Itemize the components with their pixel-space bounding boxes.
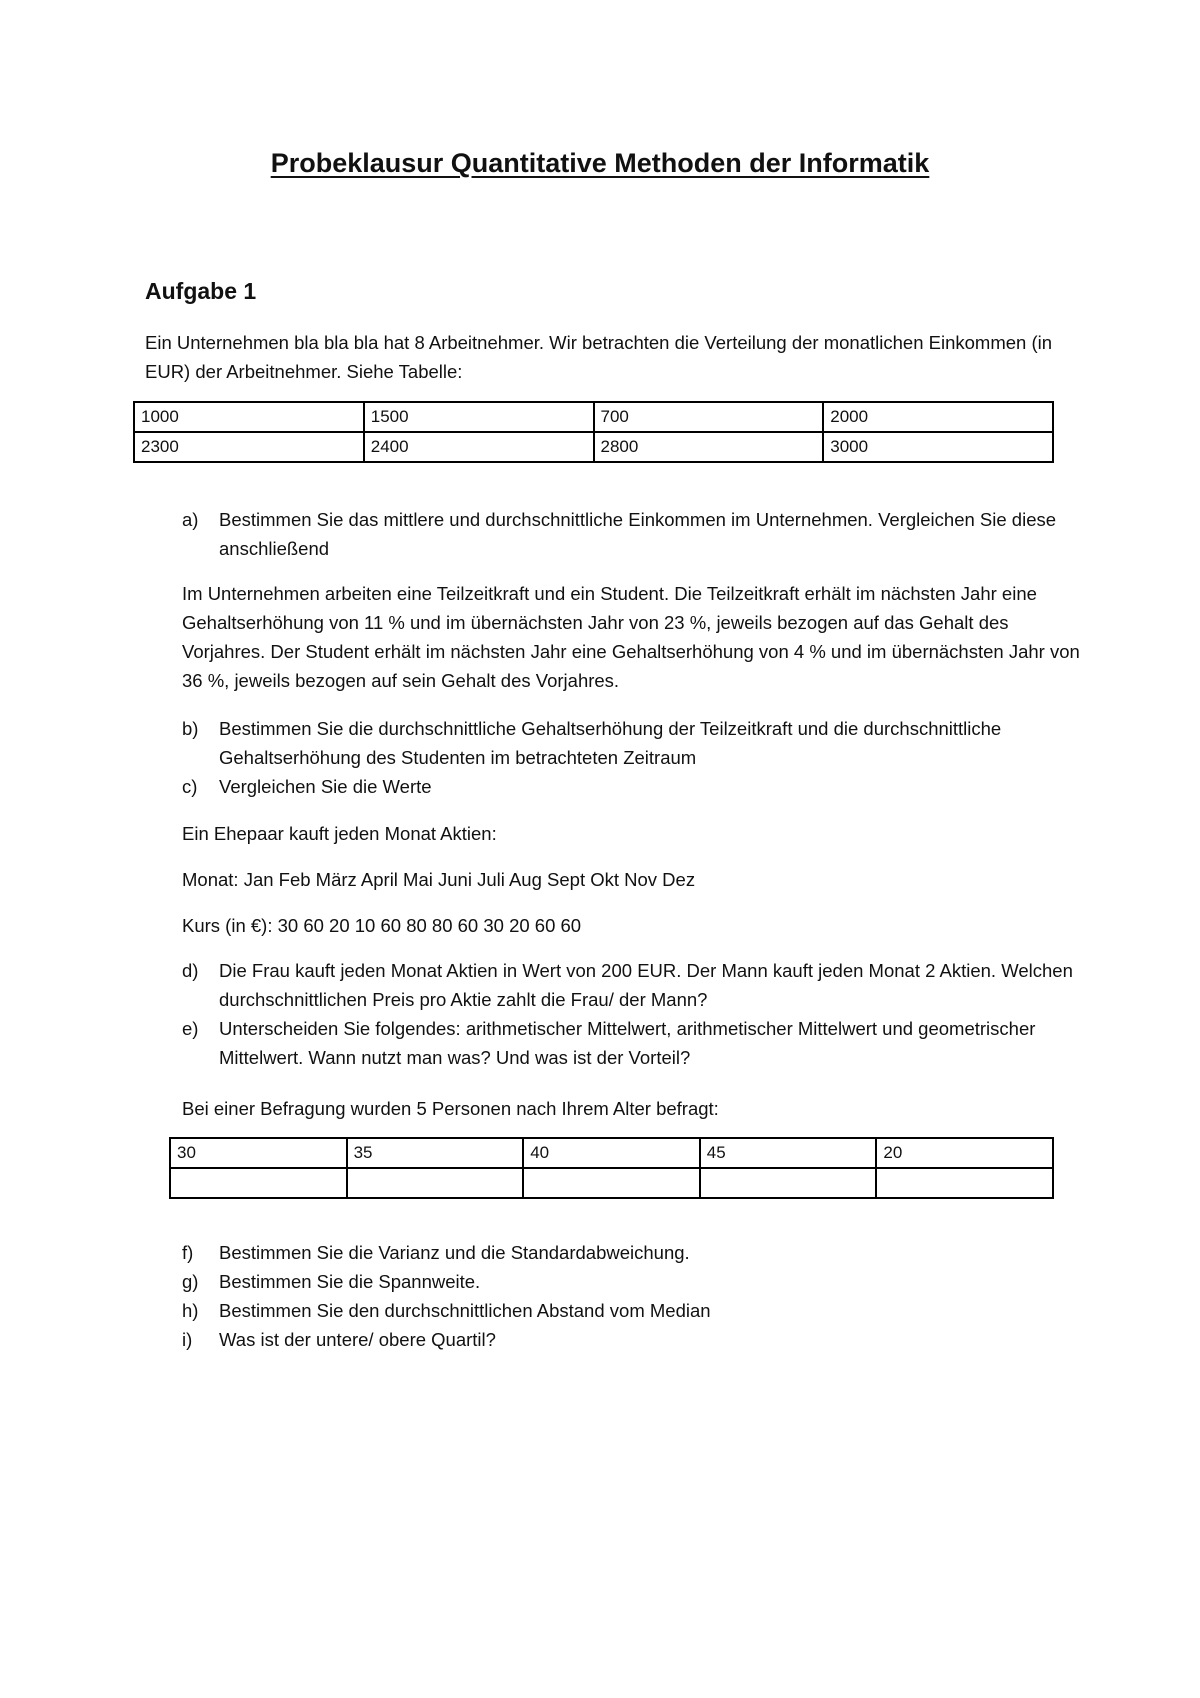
table-cell-empty (523, 1168, 700, 1198)
question-item (182, 505, 1082, 563)
table-cell: 2800 (594, 432, 824, 462)
question-text: Vergleichen Sie die Werte (219, 776, 432, 797)
question-marker: g) (182, 1271, 199, 1292)
table-row (170, 1138, 1053, 1168)
income-table (133, 401, 1054, 463)
question-item (182, 714, 1082, 772)
question-item (182, 1325, 1082, 1354)
table-row (134, 432, 1053, 462)
question-marker: a) (182, 509, 199, 530)
table-cell-empty (876, 1168, 1053, 1198)
question-text: Die Frau kauft jeden Monat Aktien in Wert von 200 EUR. Der Mann kauft jeden Monat 2 Aktien. Welchen durchschnittlichen Preis pro Aktie zahlt die Frau/ der Mann? (219, 960, 1073, 1010)
table-cell: 3000 (823, 432, 1053, 462)
question-item (182, 1014, 1082, 1072)
question-marker: e) (182, 1018, 199, 1039)
question-list-de (182, 956, 1082, 1072)
question-marker: f) (182, 1242, 194, 1263)
survey-paragraph: Bei einer Befragung wurden 5 Personen nach Ihrem Alter befragt: (182, 1098, 719, 1119)
table-cell: 20 (876, 1138, 1053, 1168)
question-item (182, 1238, 1082, 1267)
question-marker: i) (182, 1329, 193, 1350)
table-cell: 2300 (134, 432, 364, 462)
parttime-paragraph: Im Unternehmen arbeiten eine Teilzeitkraft und ein Student. Die Teilzeitkraft erhält im nächsten Jahr eine Gehaltserhöhung von 11 % und im übernächsten Jahr von 23 %, jeweils bezogen auf das Gehalt des Vorjahres. Der Student erhält im nächsten Jahr eine Gehaltserhöhung von 4 % und im übernächsten Jahr von 36 %, jeweils bezogen auf sein Gehalt des Vorjahres. (182, 583, 1080, 691)
question-text: Bestimmen Sie die Spannweite. (219, 1271, 481, 1292)
table-cell: 1500 (364, 402, 594, 432)
couple-paragraph: Ein Ehepaar kauft jeden Monat Aktien: (182, 823, 497, 844)
table-cell: 35 (347, 1138, 524, 1168)
month-line: Monat: Jan Feb März April Mai Juni Juli Aug Sept Okt Nov Dez (182, 869, 696, 890)
age-table (169, 1137, 1054, 1199)
table-cell-empty (700, 1168, 877, 1198)
question-text: Unterscheiden Sie folgendes: arithmetischer Mittelwert, arithmetischer Mittelwert und geometrischer Mittelwert. Wann nutzt man was? Und was ist der Vorteil? (219, 1018, 1036, 1068)
intro-paragraph: Ein Unternehmen bla bla bla hat 8 Arbeitnehmer. Wir betrachten die Verteilung der monatlichen Einkommen (in EUR) der Arbeitnehmer. Siehe Tabelle: (145, 332, 1053, 382)
section-heading: Aufgabe 1 (145, 278, 257, 304)
question-text: Bestimmen Sie die durchschnittliche Gehaltserhöhung der Teilzeitkraft und die durchschnittliche Gehaltserhöhung des Studenten im betrachteten Zeitraum (219, 718, 1002, 768)
question-text: Bestimmen Sie den durchschnittlichen Abstand vom Median (219, 1300, 711, 1321)
table-cell: 40 (523, 1138, 700, 1168)
question-text: Bestimmen Sie die Varianz und die Standardabweichung. (219, 1242, 690, 1263)
question-item (182, 956, 1082, 1014)
table-row (170, 1168, 1053, 1198)
document-title: Probeklausur Quantitative Methoden der Informatik (270, 148, 930, 178)
table-row (134, 402, 1053, 432)
question-list-fi (182, 1238, 1082, 1354)
table-cell: 30 (170, 1138, 347, 1168)
question-list-bc (182, 714, 1082, 801)
question-list-a (182, 505, 1082, 563)
table-cell: 1000 (134, 402, 364, 432)
question-item (182, 1296, 1082, 1325)
question-marker: b) (182, 718, 199, 739)
table-cell: 45 (700, 1138, 877, 1168)
question-item (182, 1267, 1082, 1296)
question-text: Bestimmen Sie das mittlere und durchschnittliche Einkommen im Unternehmen. Vergleichen Sie diese anschließend (219, 509, 1057, 559)
table-cell-empty (347, 1168, 524, 1198)
table-cell: 2400 (364, 432, 594, 462)
question-text: Was ist der untere/ obere Quartil? (219, 1329, 496, 1350)
question-item (182, 772, 1082, 801)
question-marker: d) (182, 960, 199, 981)
table-cell: 2000 (823, 402, 1053, 432)
table-cell: 700 (594, 402, 824, 432)
table-cell-empty (170, 1168, 347, 1198)
question-marker: h) (182, 1300, 199, 1321)
question-marker: c) (182, 776, 198, 797)
price-line: Kurs (in €): 30 60 20 10 60 80 80 60 30 20 60 60 (182, 915, 582, 936)
